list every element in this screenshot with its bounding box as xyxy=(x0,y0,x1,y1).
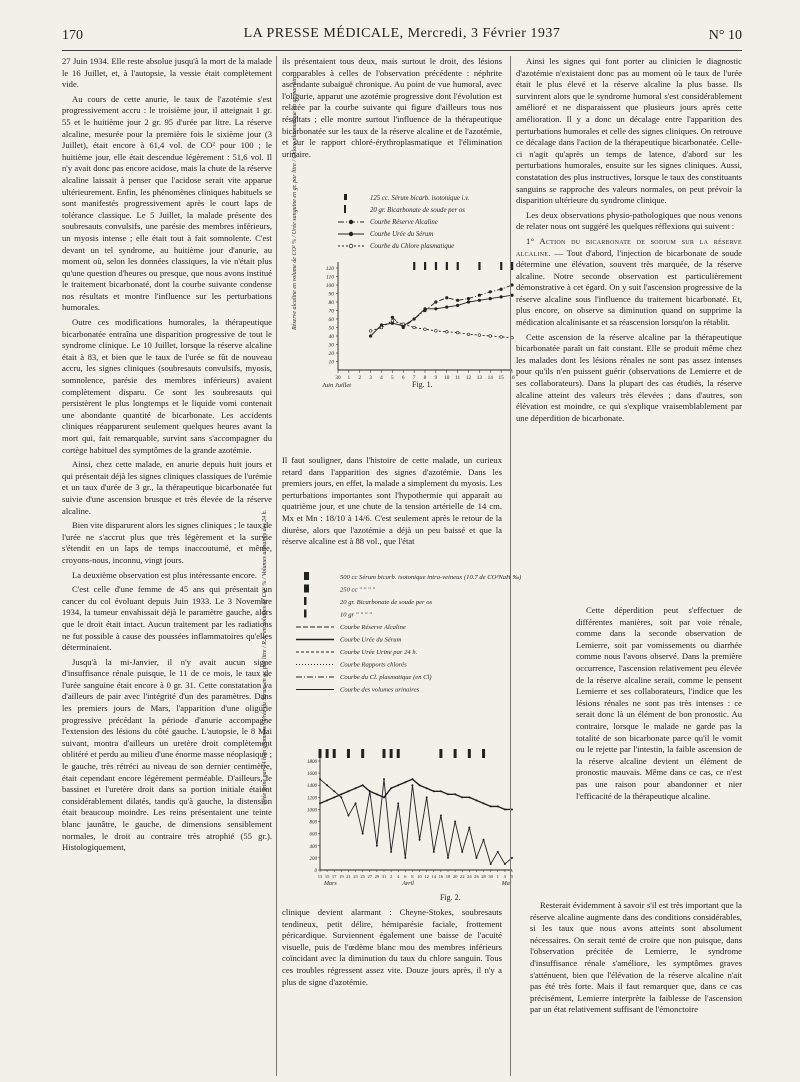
fig2-treatment-mark xyxy=(390,749,393,758)
fig2-data-point xyxy=(362,833,364,835)
fig2-x-tick-label: 25 xyxy=(360,874,365,879)
fig2-data-point xyxy=(411,778,413,780)
fig1-data-point xyxy=(500,288,503,291)
fig1-y-tick-label: 80 xyxy=(328,300,334,306)
fig1-data-point xyxy=(456,331,459,334)
paragraph: Ainsi, chez cette malade, en anurie depuis huit jours et qui présentait déjà les signes cliniques classiques de l'urémie et un taux d'urée de 3 gr., la thérapeutique bicarbonatée fut suivie d'une ascension brusque et très élevée de la réserve alcaline. xyxy=(62,459,272,516)
paragraph: Les deux observations physio-pathologiques que nous venons de relater nous ont suggéré les quelques réflexions qui suivent : xyxy=(516,209,742,232)
fig2-data-point xyxy=(468,796,470,798)
fig2-caption: Fig. 2. xyxy=(440,893,461,902)
fig2-data-point xyxy=(397,802,399,804)
fig2-x-tick-label: 5 xyxy=(510,874,514,879)
fig2-data-point xyxy=(404,781,406,783)
fig1-xlabel: Juin Juillet xyxy=(322,382,352,389)
fig2-x-tick-label: 30 xyxy=(488,874,493,879)
fig2-legend-entry: 500 cc Sérum bicarb. isotonique intra-veineux (10.7 de CO³NaH ‰) xyxy=(340,574,522,581)
fig2-data-point xyxy=(326,784,328,786)
fig2-data-point xyxy=(426,796,428,798)
paragraph: Il faut souligner, dans l'histoire de cette malade, un curieux retard dans l'apparition des signes d'azotémie. Dans les premiers jours, en effet, la malade a simplement du myosis. Les perturbations importantes sont l'hypothermie qui apparaît au quatrième jour, et une chute de la tension artérielle de 14 cm. Mx et Mn : 18/10 à 14/6. C'est seulement après le retour de la diurèse, alors que l'azotémie a déjà un peu baissé et que la réserve alcaline est à 88 vol., que l'état xyxy=(282,455,502,547)
paragraph: Ainsi les signes qui font porter au clinicien le diagnostic d'azotémie n'existaient donc pas au moment où le taux de l'urée était le plus élevé et la réserve alcaline la plus basse. Ils survinrent alors que le syndrome humoral s'est considérablement amélioré et ne disparaissent que plusieurs jours après cette amélioration. Il y a donc un décalage entre l'apparition des perturbations humorales et celle des signes cliniques. On retrouve ce décalage dans l'action de la thérapeutique bicarbonatée. Celle-ci n'agit qu'après un temps de latence, d'abord sur les perturbations humorales, ensuite sur les signes cliniques. Aussi, constatation des plus instructives, lorsque le taux des constituants sanguins se rapproche des valeurs normales, on peut prévoir la disparition ultérieure du syndrome clinique. xyxy=(516,56,742,206)
fig2-data-point xyxy=(440,815,442,817)
fig2-treatment-mark xyxy=(326,749,329,758)
fig1-x-tick-label: 7 xyxy=(412,375,416,381)
fig1-x-tick-label: 5 xyxy=(391,375,394,381)
fig2-data-point xyxy=(454,793,456,795)
fig2-legend-entry: Courbe Rapports chlorés xyxy=(340,661,407,669)
journal-title-line: LA PRESSE MÉDICALE, Mercredi, 3 Février 1937 xyxy=(243,26,561,41)
fig2-data-point xyxy=(490,863,492,865)
paragraph: Cette ascension de la réserve alcaline par la thérapeutique bicarbonatée paraît un fait constant. Elle se produit même chez les malades dont les lésions rénales ne sont pas assez intenses pour qu'ils n'en puissent guérir (observations de Lemierre et de ses collaborateurs). Dans la plupart des cas étudiés, la réserve alcaline atteint des valeurs très élevées ; dans d'autres, son élévation est moindre, ce qui s'explique vraisemblablement par une déperdition de bicarbonate. xyxy=(516,331,742,423)
paragraph: ils présentaient tous deux, mais surtout le droit, des lésions comparables à celles de l'observation précédente : néphrite ascendante subaiguë chronique. Au point de vue humoral, avec l'oligurie, apparut une azotémie progressive dont l'évolution est relatée par la courbe suivante qui figure d'ailleurs tous nos résultats ; elle montre surtout l'influence de la thérapeutique bicarbonatée sur les taux de la réserve alcaline et de l'azotémie, et sur le rapport chloré-érythroplasmatique et l'élimination urinaire. xyxy=(282,56,502,159)
fig2-legend-entry: Courbe Réserve Alcaline xyxy=(340,624,406,631)
fig2-data-point xyxy=(504,863,506,865)
fig1-y-tick-label: 90 xyxy=(328,291,334,298)
fig2-legend-entry: Courbe Urée du Sérum xyxy=(340,636,402,644)
fig1-y-tick-label: 20 xyxy=(328,351,334,357)
fig1-caption: Fig. 1. xyxy=(412,380,433,389)
fig2-legend-entry: 10 gr " " " " xyxy=(340,611,372,619)
fig1-data-point xyxy=(467,333,470,336)
fig2-y-tick-label: 200 xyxy=(309,856,317,862)
fig1-data-point xyxy=(435,330,438,333)
fig2-y-tick-label: 1400 xyxy=(307,784,317,790)
fig1-legend-entry: 125 cc. Sérum bicarb. isotonique i.v. xyxy=(370,195,470,202)
fig2-x-tick-label: 17 xyxy=(331,874,337,879)
section-paragraph xyxy=(516,236,742,329)
fig2-y-tick-label: 400 xyxy=(309,844,317,850)
fig2-data-point xyxy=(347,790,349,792)
fig1-y-tick-label: 30 xyxy=(328,342,334,349)
issue-number: N° 10 xyxy=(708,28,742,43)
fig2-treatment-mark xyxy=(439,749,442,758)
fig2-x-tick-label: 18 xyxy=(445,874,451,879)
fig2-legend-entry: Courbe du Cl. plasmatique (en Cl) xyxy=(340,674,432,681)
fig2-treatment-mark xyxy=(468,749,471,758)
fig1-axis-label: Réserve alcaline en volume de CO² % / Urée sanguine en gr. par litre / Chlore plasmatique en gr. par litre xyxy=(292,75,298,330)
fig2-legend-symbol xyxy=(304,585,309,593)
fig1-data-point xyxy=(369,330,372,333)
fig1-data-point xyxy=(467,297,470,300)
fig2-data-point xyxy=(454,821,456,823)
fig2-data-point xyxy=(362,784,364,786)
fig2-data-point xyxy=(319,802,321,804)
fig2-data-point xyxy=(369,790,371,792)
fig2-data-point xyxy=(404,857,406,859)
fig1-treatment-mark xyxy=(511,262,513,270)
fig2-legend-entry: Courbe Urée Urine par 24 h. xyxy=(340,649,418,656)
fig2-x-tick-label: 14 xyxy=(431,874,437,879)
fig2-y-tick-label: 0 xyxy=(314,869,317,874)
paragraph: Outre ces modifications humorales, la thérapeutique bicarbonatée entraîna une disparition progressive de tout le syndrome clinique. Le 10 Juillet, lorsque la réserve alcaline était à 83, et bien que le taux de l'urée se fût de nouveau accru, les signes cliniques (soubresauts convulsifs, myosis, somnolence, parésie des membres inférieurs) avaient complètement disparu. Ce sont les soubresauts qui persistèrent le plus longtemps et le liquide vomi contenait une abondante quantité de bicarbonate. Les accidents cliniques réapparurent seulement quelques heures avant la mort qui, fait remarquable, survint sans s'accompagner du cortège habituel des symptômes de la grande azotémie. xyxy=(62,317,272,455)
fig1-data-point xyxy=(424,308,427,311)
column-divider xyxy=(510,56,511,1076)
column-divider xyxy=(276,56,277,1076)
fig1-data-point xyxy=(456,304,459,307)
fig1-data-point xyxy=(391,319,394,322)
fig1-treatment-mark xyxy=(478,262,480,270)
fig1-data-point xyxy=(478,299,481,302)
fig2-data-point xyxy=(419,839,421,841)
fig1-treatment-mark xyxy=(413,262,415,270)
fig2-x-tick-label: 31 xyxy=(381,874,387,879)
fig2-data-point xyxy=(376,845,378,847)
figure-2 xyxy=(250,509,522,895)
fig2-data-point xyxy=(475,799,477,801)
fig2-data-point xyxy=(511,808,513,810)
fig1-x-tick-label: 3 xyxy=(369,375,372,381)
fig2-data-point xyxy=(440,790,442,792)
paragraph: clinique devient alarmant : Cheyne-Stokes, soubresauts tendineux, petit délire, hémiparésie faciale, frottement péricardique. Surviennent également une baisse de l'acuité visuelle, puis de l'œdème blanc mou des membres inférieurs coïncidant avec la diminution du taux du chlore sanguin. Tous ces troubles régressent assez vite. Douze jours après, il n'y a plus de signe d'azotémie. xyxy=(282,907,502,987)
fig2-data-point xyxy=(468,827,470,829)
fig1-series-line xyxy=(371,295,512,336)
fig1-data-point xyxy=(489,335,492,338)
fig2-data-point xyxy=(504,808,506,810)
fig1-data-point xyxy=(391,322,394,325)
fig2-data-point xyxy=(390,851,392,853)
fig2-data-point xyxy=(383,778,385,780)
fig2-y-tick-label: 800 xyxy=(309,820,317,826)
fig1-data-point xyxy=(478,334,481,337)
fig2-data-point xyxy=(397,784,399,786)
fig1-y-tick-label: 120 xyxy=(325,266,334,272)
fig2-x-tick-label: 24 xyxy=(467,874,472,879)
journal-title: LA PRESSE MÉDICALE xyxy=(243,26,400,41)
fig1-treatment-mark xyxy=(446,262,448,270)
fig2-treatment-mark xyxy=(482,749,485,758)
fig1-y-tick-label: 100 xyxy=(325,283,334,289)
fig2-y-tick-label: 1200 xyxy=(307,796,317,802)
fig2-data-point xyxy=(340,796,342,798)
fig2-legend-entry: 250 cc " " " " xyxy=(340,586,376,594)
fig1-x-tick-label: 15 xyxy=(498,375,504,381)
fig1-legend-symbol xyxy=(344,205,346,213)
fig1-x-tick-label: 12 xyxy=(465,375,472,381)
fig2-treatment-mark xyxy=(383,749,386,758)
fig1-legend-symbol xyxy=(344,194,347,200)
fig2-data-point xyxy=(333,796,335,798)
fig2-data-point xyxy=(461,851,463,853)
fig2-y-tick-label: 1000 xyxy=(307,808,317,814)
fig1-y-tick-label: 40 xyxy=(328,334,334,340)
fig1-data-point xyxy=(511,294,514,297)
fig2-x-tick-label: 13 xyxy=(317,874,323,879)
fig1-y-tick-label: 70 xyxy=(328,308,334,315)
fig2-x-tick-label: 15 xyxy=(324,874,330,879)
paragraph: 27 Juin 1934. Elle reste absolue jusqu'à la mort de la malade le 16 Juillet, et, à l'autopsie, la vessie était complètement vide. xyxy=(62,56,272,90)
fig2-data-point xyxy=(326,799,328,801)
paragraph: Bien vite disparurent alors les signes cliniques ; le taux de l'urée ne s'accrut plus que très légèrement et la survie s'étendit en un laps de temps inaccoutumé, et même, croyons-nous, inconnu, vingt jours. xyxy=(62,520,272,565)
column-3-top xyxy=(516,56,742,427)
fig2-x-tick-label: 19 xyxy=(339,874,344,879)
fig1-legend-entry: 20 gr. Bicarbonate de soude per os xyxy=(370,207,465,214)
fig2-treatment-mark xyxy=(333,749,336,758)
fig1-data-point xyxy=(369,335,372,338)
fig1-x-tick-label: 9 xyxy=(434,375,438,381)
fig1-data-point xyxy=(511,284,514,287)
fig2-month-label: Mai xyxy=(501,881,512,887)
fig2-x-tick-label: 6 xyxy=(404,874,407,879)
fig1-x-tick-label: 4 xyxy=(380,375,383,381)
fig1-y-tick-label: 50 xyxy=(328,325,334,332)
fig1-x-tick-label: 8 xyxy=(423,375,427,381)
fig1-data-point xyxy=(478,294,481,297)
fig2-data-point xyxy=(355,787,357,789)
fig1-legend-entry: Courbe Urée du Sérum xyxy=(370,231,434,238)
fig2-data-point xyxy=(497,805,499,807)
fig2-x-tick-label: 20 xyxy=(452,874,458,879)
fig2-data-point xyxy=(461,796,463,798)
fig1-x-tick-label: 16 xyxy=(509,375,515,381)
fig2-data-point xyxy=(433,851,435,853)
fig1-x-tick-label: 6 xyxy=(401,375,405,381)
fig2-data-point xyxy=(447,793,449,795)
page-number: 170 xyxy=(62,28,83,43)
fig1-data-point xyxy=(380,326,383,329)
fig1-x-tick-label: 13 xyxy=(476,375,483,381)
fig2-treatment-mark xyxy=(361,749,364,758)
fig1-x-tick-label: 30 xyxy=(335,375,341,381)
issue-date: Mercredi, 3 Février 1937 xyxy=(407,26,561,41)
fig1-treatment-mark xyxy=(424,262,426,270)
fig2-legend-entry: 20 gr. Bicarbonate de soude per os xyxy=(340,599,433,606)
fig2-treatment-mark xyxy=(319,749,322,758)
fig1-data-point xyxy=(391,316,394,319)
fig2-x-tick-label: 26 xyxy=(474,874,479,879)
fig1-data-point xyxy=(445,296,448,299)
fig1-y-tick-label: 110 xyxy=(326,274,334,281)
fig2-data-point xyxy=(483,802,485,804)
fig1-data-point xyxy=(500,336,503,339)
fig2-data-point xyxy=(433,790,435,792)
fig2-x-tick-label: 8 xyxy=(411,874,414,879)
fig1-y-tick-label: 60 xyxy=(328,317,334,323)
section-heading: 1° Action du bicarbonate de sodium sur la réserve alcaline. xyxy=(516,235,742,258)
fig2-y-tick-label: 1600 xyxy=(307,772,317,778)
fig2-month-label: Mars xyxy=(324,881,337,887)
fig1-legend-entry: Courbe Réserve Alcaline xyxy=(370,219,438,226)
fig1-data-point xyxy=(424,328,427,331)
fig1-legend-marker xyxy=(349,244,353,248)
fig1-treatment-mark xyxy=(435,262,437,270)
fig1-data-point xyxy=(500,296,503,299)
fig2-legend-symbol xyxy=(304,572,309,580)
paragraph: Jusqu'à la mi-Janvier, il n'y avait aucun signe d'insuffisance rénale puisque, le 11 de ce mois, le taux de l'urée sanguine était encore à 0 gr. 31. Cette constatation va d'ailleurs de pair avec l'intégrité d'un des paramètres. Dans les premiers jours de Mars, l'apparition d'une oligurie progressive précédant la période d'anurie accompagne l'extension des lésions du côté gauche. L'autopsie, le 8 Mai suivant, montra d'ailleurs un uretère droit complètement oblitéré et perdu au milieu d'une énorme masse néoplasique ; le gauche, très rétréci au niveau de son dernier centimètre, était cependant encore légèrement perméable. D'ailleurs, le bassinet et l'uretère droit dans sa portion initiale étaient considérablement dilatés, tandis qu'à gauche, la distension était beaucoup moindre. Les reins présentaient une teinte blanc jaunâtre, le gauche, de dimensions sensiblement normales, le droit au contraire très atrophié (55 gr.). Histologiquement, xyxy=(62,656,272,853)
fig1-data-point xyxy=(413,318,416,321)
fig2-x-tick-label: 22 xyxy=(459,874,465,879)
fig2-legend-symbol xyxy=(304,597,307,605)
fig2-x-tick-label: 21 xyxy=(346,874,351,879)
fig2-legend-entry: Courbe des volumes urinaires xyxy=(340,686,420,694)
fig2-x-tick-label: 4 xyxy=(397,874,400,879)
paragraph: Cette déperdition peut s'effectuer de différentes manières, soit par voie rénale, comme dans la seconde observation de Lemierre, soit par vomissements ou diarrhée comme nous l'avons observé. Dans la première occurrence, l'ascension relativement peu élevée de la réserve alcaline serait, comme le pensent Lemierre et ses collaborateurs, l'indice que les lésions rénales ne sont pas très intenses : ce serait donc là un élément de bon pronostic. Au contraire, lorsque le malade ne garde pas la totalité de son bicarbonate parce qu'il le vomit ou le rejette par l'intestin, la faible ascension de la réserve alcaline devient un élément de pronostic mauvais. Même dans ce cas, ce n'est pas une raison pour abandonner et nier l'efficacité de la thérapeutique alcaline. xyxy=(576,605,742,801)
fig1-data-point xyxy=(413,326,416,329)
fig2-x-tick-label: 2 xyxy=(389,874,393,879)
fig1-x-tick-label: 10 xyxy=(444,375,450,381)
fig2-x-tick-label: 12 xyxy=(424,874,429,879)
fig2-data-point xyxy=(490,805,492,807)
fig1-legend-marker xyxy=(349,232,353,236)
fig2-data-point xyxy=(383,796,385,798)
fig1-legend-entry: Courbe du Chlore plasmatique xyxy=(370,243,455,250)
fig2-data-point xyxy=(411,784,413,786)
header-rule xyxy=(62,50,742,51)
fig2-data-point xyxy=(319,778,321,780)
fig2-treatment-mark xyxy=(347,749,350,758)
fig1-data-point xyxy=(467,301,470,304)
fig1-data-point xyxy=(445,306,448,309)
column-1 xyxy=(62,56,272,857)
fig2-data-point xyxy=(475,857,477,859)
fig1-data-point xyxy=(445,330,448,333)
fig2-x-tick-label: 3 xyxy=(503,874,507,879)
fig2-treatment-mark xyxy=(397,749,400,758)
fig1-data-point xyxy=(435,301,438,304)
fig2-data-point xyxy=(483,839,485,841)
paragraph: Resterait évidemment à savoir s'il est très important que la réserve alcaline augmente dans des conditions considérables, si les taux que nous avons atteints sont absolument nécessaires. On serait tenté de croire que non puisque, dans l'observation précitée de Lemierre, le syndrome d'insuffisance rénale s'améliore, les symptômes graves s'atténuent, bien que l'élévation de la réserve alcaline n'ait pas été très forte. Mais il faut remarquer que, dans ce cas précisément, Lemierre interprète la faiblesse de l'ascension par un état relativement suffisant de l'émonctoire xyxy=(530,900,742,1015)
fig1-data-point xyxy=(489,297,492,300)
fig1-data-point xyxy=(380,324,383,327)
paragraph: Au cours de cette anurie, le taux de l'azotémie s'est progressivement accru : le troisième jour, il atteignait 1 gr. 55 et le huitième jour 2 gr. 95 d'urée par litre. La réserve alcaline, mesurée pour la première fois le sixième jour (3 Juillet), était encore à 61,4 vol. de CO² pour 100 ; le huitième jour, elle était descendue légèrement : 51,6 vol. Il n'y avait donc pas encore acidose, mais la chute de la réserve alcaline laissait à penser que l'acidose serait vite apparue ultérieurement. Enfin, les phénomènes cliniques habituels se sont manifestés progressivement après le court laps de tolérance classique. Le 5 Juillet, la malade présente des soubresauts convulsifs, une parésie des membres inférieurs, un myosis intense ; elle était tout à fait somnolente. C'est devant un tel syndrome, au huitième jour d'anurie, au moment où, selon les données classiques, la vie n'était plus qu'une question d'heures ou presque, que nous avons institué le traitement bicarbonaté, dont la courbe suivante condense nos résultats et montre l'influence sur les perturbations humorales. xyxy=(62,93,272,313)
fig2-data-point xyxy=(355,802,357,804)
fig1-x-tick-label: 11 xyxy=(455,375,461,381)
fig1-data-point xyxy=(456,299,459,302)
fig2-data-point xyxy=(426,787,428,789)
fig2-x-tick-label: 1 xyxy=(496,874,499,879)
fig2-x-tick-label: 23 xyxy=(353,874,358,879)
fig2-x-tick-label: 27 xyxy=(367,874,373,879)
column-2-top xyxy=(282,56,502,163)
fig2-x-tick-label: 10 xyxy=(417,874,422,879)
fig2-month-label: Avril xyxy=(402,881,414,887)
fig2-data-point xyxy=(390,787,392,789)
fig2-data-point xyxy=(376,793,378,795)
fig1-data-point xyxy=(402,323,405,326)
fig1-y-tick-label: 10 xyxy=(328,359,334,366)
fig2-x-tick-label: 28 xyxy=(481,874,486,879)
fig2-series-line xyxy=(320,779,512,809)
fig2-data-point xyxy=(447,857,449,859)
fig2-data-point xyxy=(340,793,342,795)
fig2-y-tick-label: 600 xyxy=(309,832,317,838)
fig2-x-tick-label: 29 xyxy=(374,874,380,879)
fig1-x-tick-label: 14 xyxy=(487,375,493,381)
fig2-data-point xyxy=(511,857,513,859)
fig1-treatment-mark xyxy=(457,262,459,270)
fig1-data-point xyxy=(511,336,514,339)
fig2-data-point xyxy=(347,815,349,817)
fig2-x-tick-label: 16 xyxy=(438,874,444,879)
fig2-data-point xyxy=(333,790,335,792)
fig1-legend-marker xyxy=(349,220,353,224)
fig2-treatment-mark xyxy=(454,749,457,758)
fig2-data-point xyxy=(419,784,421,786)
column-3-bottom xyxy=(530,900,742,1019)
page-header xyxy=(62,26,742,48)
fig1-data-point xyxy=(489,291,492,294)
fig1-treatment-mark xyxy=(500,262,502,270)
fig1-x-tick-label: 2 xyxy=(358,375,362,381)
fig2-data-point xyxy=(497,851,499,853)
column-3-mid xyxy=(576,605,742,805)
paragraph: La deuxième observation est plus intéressante encore. xyxy=(72,569,257,580)
fig1-data-point xyxy=(435,308,438,311)
fig2-y-tick-label: 1800 xyxy=(307,760,317,765)
section-text: — Tout d'abord, l'injection de bicarbonate de soude détermine une élévation, souvent très marquée, de la réserve alcaline. Notre seconde observation est particulièrement démonstrative à cet égard. On y suit l'ascension progressive de la réserve alcaline sous l'influence du traitement bicarbonaté. Et, plus encore, on observe sa diminution quand on supprime la médication alcalinisante et sa réascension lorsqu'on la rétablit. xyxy=(516,247,742,328)
paragraph: C'est celle d'une femme de 45 ans qui présentait un cancer du col évoluant depuis Juin 1933. Le 3 Novembre 1934, la tumeur envahissait déjà le paramètre gauche, alors que le droit était intact. Aucun traitement par les radiations ne fut possible à cause des poussées inflammatoires qu'elles déterminaient. xyxy=(62,584,272,653)
fig2-axis-label: Urée urine par 24 h en grammes / Urée du Sérum en gr. par litre / R.A. en volumes de CO² % / Volumes urinaires des 24 h. xyxy=(262,509,268,805)
fig2-legend-symbol xyxy=(304,610,307,618)
fig1-x-tick-label: 1 xyxy=(347,375,351,381)
column-2-mid xyxy=(282,455,502,551)
column-2-bottom xyxy=(282,907,502,991)
